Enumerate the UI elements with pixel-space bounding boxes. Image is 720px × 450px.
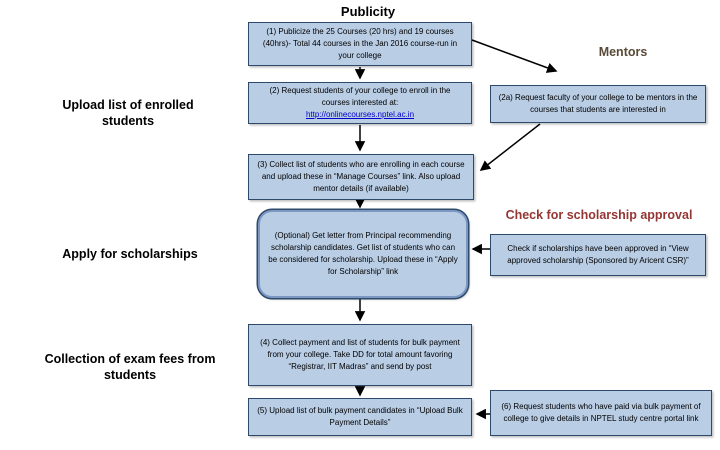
flow-box-request-mentors [490,85,706,123]
flow-box-collect-student-list [248,154,474,200]
exam-fees-heading: Collection of exam fees from students [44,352,216,382]
flow-box-optional-scholarship-text: (Optional) Get letter from Principal recommending scholarship candidates. Get list of students who can be considered for scholarship. Upload these in “Apply for Scholarship” link [268,231,458,276]
flow-box-optional-scholarship [258,210,468,298]
publicity-heading: Publicity [340,4,396,19]
flow-box-collect-payment-text: (4) Collect payment and list of students for bulk payment from your college. Take DD for total amount favoring “Registrar, IIT Madras” and send by post [260,338,460,371]
flow-box-request-mentors-text: (2a) Request faculty of your college to be mentors in the courses that students are interested in [498,93,698,114]
flow-box-upload-bulk-payment [248,398,472,436]
mentors-heading: Mentors [598,45,648,59]
flow-box-publicize-courses [248,22,472,66]
flow-box-check-scholarship-text: Check if scholarships have been approved in “View approved scholarship (Sponsored by Aricent CSR)” [507,244,689,265]
flow-box-request-paid-students [490,390,712,436]
flow-box-collect-student-list-text: (3) Collect list of students who are enrolling in each course and upload these in “Manage Courses” link. Also upload mentor details (if available) [257,160,465,193]
flow-box-request-enroll-text: (2) Request students of your college to enroll in the courses interested at: [269,86,451,107]
nptel-enroll-link[interactable]: http://onlinecourses.nptel.ac.in [305,110,415,119]
flow-box-collect-payment [248,324,472,386]
flow-box-upload-bulk-payment-text: (5) Upload list of bulk payment candidates in “Upload Bulk Payment Details” [257,406,463,427]
arrow-publicize-to-mentors [472,40,556,71]
upload-list-heading: Upload list of enrolled students [62,98,194,128]
flow-box-publicize-text: (1) Publicize the 25 Courses (20 hrs) and 19 courses (40hrs)- Total 44 courses in the Jan 2016 course-run in your college [262,27,458,60]
flow-box-request-enroll [248,82,472,124]
arrow-mentors-to-collect [481,124,540,170]
flow-box-request-paid-students-text: (6) Request students who have paid via bulk payment of college to give details in NPTEL study centre portal link [501,402,701,423]
scholarship-check-heading: Check for scholarship approval [505,208,693,222]
apply-scholarships-heading: Apply for scholarships [62,247,198,261]
flow-box-check-scholarship [490,234,706,276]
